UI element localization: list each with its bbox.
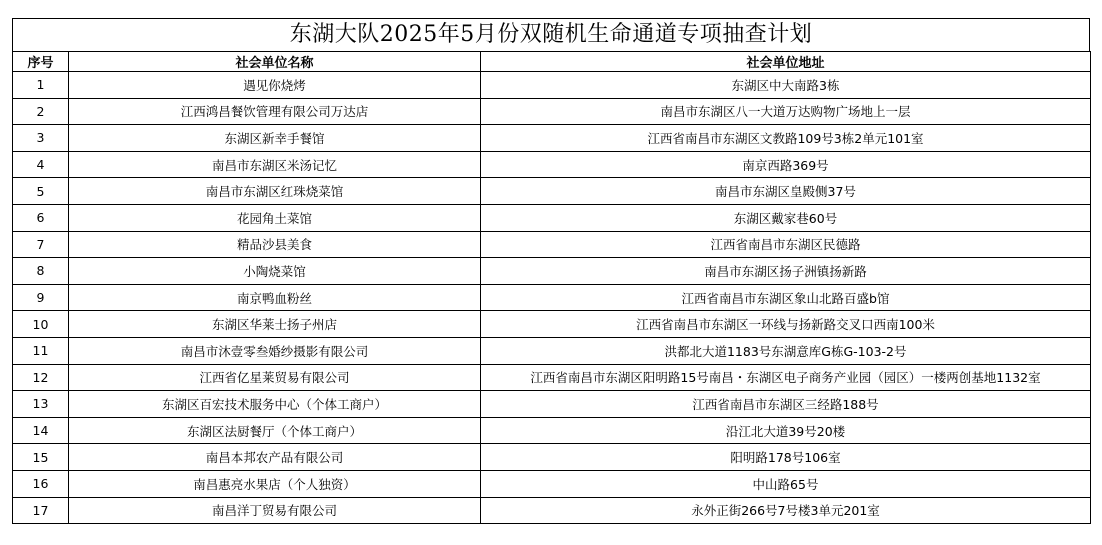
cell-unit-name: 东湖区法厨餐厅（个体工商户） <box>69 417 481 444</box>
cell-unit-address: 江西省南昌市东湖区象山北路百盛b馆 <box>481 284 1091 311</box>
cell-unit-address: 江西省南昌市东湖区一环线与扬新路交叉口西南100米 <box>481 311 1091 338</box>
cell-unit-address: 阳明路178号106室 <box>481 444 1091 471</box>
cell-number: 11 <box>13 337 69 364</box>
table-row <box>13 364 1091 391</box>
cell-number: 3 <box>13 125 69 152</box>
cell-unit-address: 中山路65号 <box>481 470 1091 497</box>
cell-number: 15 <box>13 444 69 471</box>
table-row <box>13 417 1091 444</box>
table-row <box>13 151 1091 178</box>
table-row <box>13 470 1091 497</box>
sheet-title: 东湖大队2025年5月份双随机生命通道专项抽查计划 <box>12 18 1090 51</box>
cell-unit-name: 南昌市沐壹零叁婚纱摄影有限公司 <box>69 337 481 364</box>
cell-unit-address: 南昌市东湖区皇殿侧37号 <box>481 178 1091 205</box>
cell-number: 5 <box>13 178 69 205</box>
cell-unit-address: 沿江北大道39号20楼 <box>481 417 1091 444</box>
cell-unit-name: 江西鸿昌餐饮管理有限公司万达店 <box>69 98 481 125</box>
table-row <box>13 311 1091 338</box>
cell-number: 6 <box>13 204 69 231</box>
column-header-unit-name: 社会单位名称 <box>69 52 481 72</box>
cell-unit-name: 南昌本邦农产品有限公司 <box>69 444 481 471</box>
cell-unit-address: 洪都北大道1183号东湖意库G栋G-103-2号 <box>481 337 1091 364</box>
cell-unit-name: 南昌惠亮水果店（个人独资） <box>69 470 481 497</box>
table-row <box>13 231 1091 258</box>
cell-unit-name: 南昌市东湖区米汤记忆 <box>69 151 481 178</box>
table-row <box>13 204 1091 231</box>
cell-unit-address: 东湖区中大南路3栋 <box>481 72 1091 99</box>
cell-number: 2 <box>13 98 69 125</box>
cell-unit-address: 江西省南昌市东湖区民德路 <box>481 231 1091 258</box>
cell-unit-name: 精品沙县美食 <box>69 231 481 258</box>
table-row <box>13 178 1091 205</box>
cell-unit-name: 东湖区华莱士扬子州店 <box>69 311 481 338</box>
cell-number: 17 <box>13 497 69 524</box>
cell-number: 4 <box>13 151 69 178</box>
table-row <box>13 258 1091 285</box>
cell-number: 16 <box>13 470 69 497</box>
cell-unit-address: 江西省南昌市东湖区文教路109号3栋2单元101室 <box>481 125 1091 152</box>
cell-number: 13 <box>13 391 69 418</box>
table-row <box>13 391 1091 418</box>
inspection-table <box>12 51 1091 524</box>
table-row <box>13 125 1091 152</box>
cell-number: 14 <box>13 417 69 444</box>
cell-unit-address: 江西省南昌市东湖区阳明路15号南昌・东湖区电子商务产业园（园区）一楼两创基地1132室 <box>481 364 1091 391</box>
column-header-number: 序号 <box>13 52 69 72</box>
cell-unit-name: 江西省亿星莱贸易有限公司 <box>69 364 481 391</box>
cell-unit-name: 南昌市东湖区红珠烧菜馆 <box>69 178 481 205</box>
table-row <box>13 337 1091 364</box>
table-row <box>13 284 1091 311</box>
table-row <box>13 72 1091 99</box>
cell-number: 1 <box>13 72 69 99</box>
table-row <box>13 444 1091 471</box>
cell-unit-name: 遇见你烧烤 <box>69 72 481 99</box>
cell-unit-address: 南昌市东湖区扬子洲镇扬新路 <box>481 258 1091 285</box>
cell-unit-name: 南昌洋丁贸易有限公司 <box>69 497 481 524</box>
spreadsheet <box>12 18 1090 524</box>
table-body <box>13 72 1091 524</box>
cell-unit-name: 东湖区百宏技术服务中心（个体工商户） <box>69 391 481 418</box>
cell-number: 12 <box>13 364 69 391</box>
cell-unit-address: 江西省南昌市东湖区三经路188号 <box>481 391 1091 418</box>
table-row <box>13 497 1091 524</box>
cell-number: 10 <box>13 311 69 338</box>
header-row <box>13 52 1091 72</box>
table-row <box>13 98 1091 125</box>
cell-unit-name: 东湖区新幸手餐馆 <box>69 125 481 152</box>
cell-number: 7 <box>13 231 69 258</box>
cell-unit-name: 南京鸭血粉丝 <box>69 284 481 311</box>
cell-number: 8 <box>13 258 69 285</box>
cell-number: 9 <box>13 284 69 311</box>
cell-unit-name: 花园角土菜馆 <box>69 204 481 231</box>
column-header-unit-address: 社会单位地址 <box>481 52 1091 72</box>
cell-unit-address: 南昌市东湖区八一大道万达购物广场地上一层 <box>481 98 1091 125</box>
cell-unit-name: 小陶烧菜馆 <box>69 258 481 285</box>
cell-unit-address: 东湖区戴家巷60号 <box>481 204 1091 231</box>
cell-unit-address: 南京西路369号 <box>481 151 1091 178</box>
cell-unit-address: 永外正街266号7号楼3单元201室 <box>481 497 1091 524</box>
